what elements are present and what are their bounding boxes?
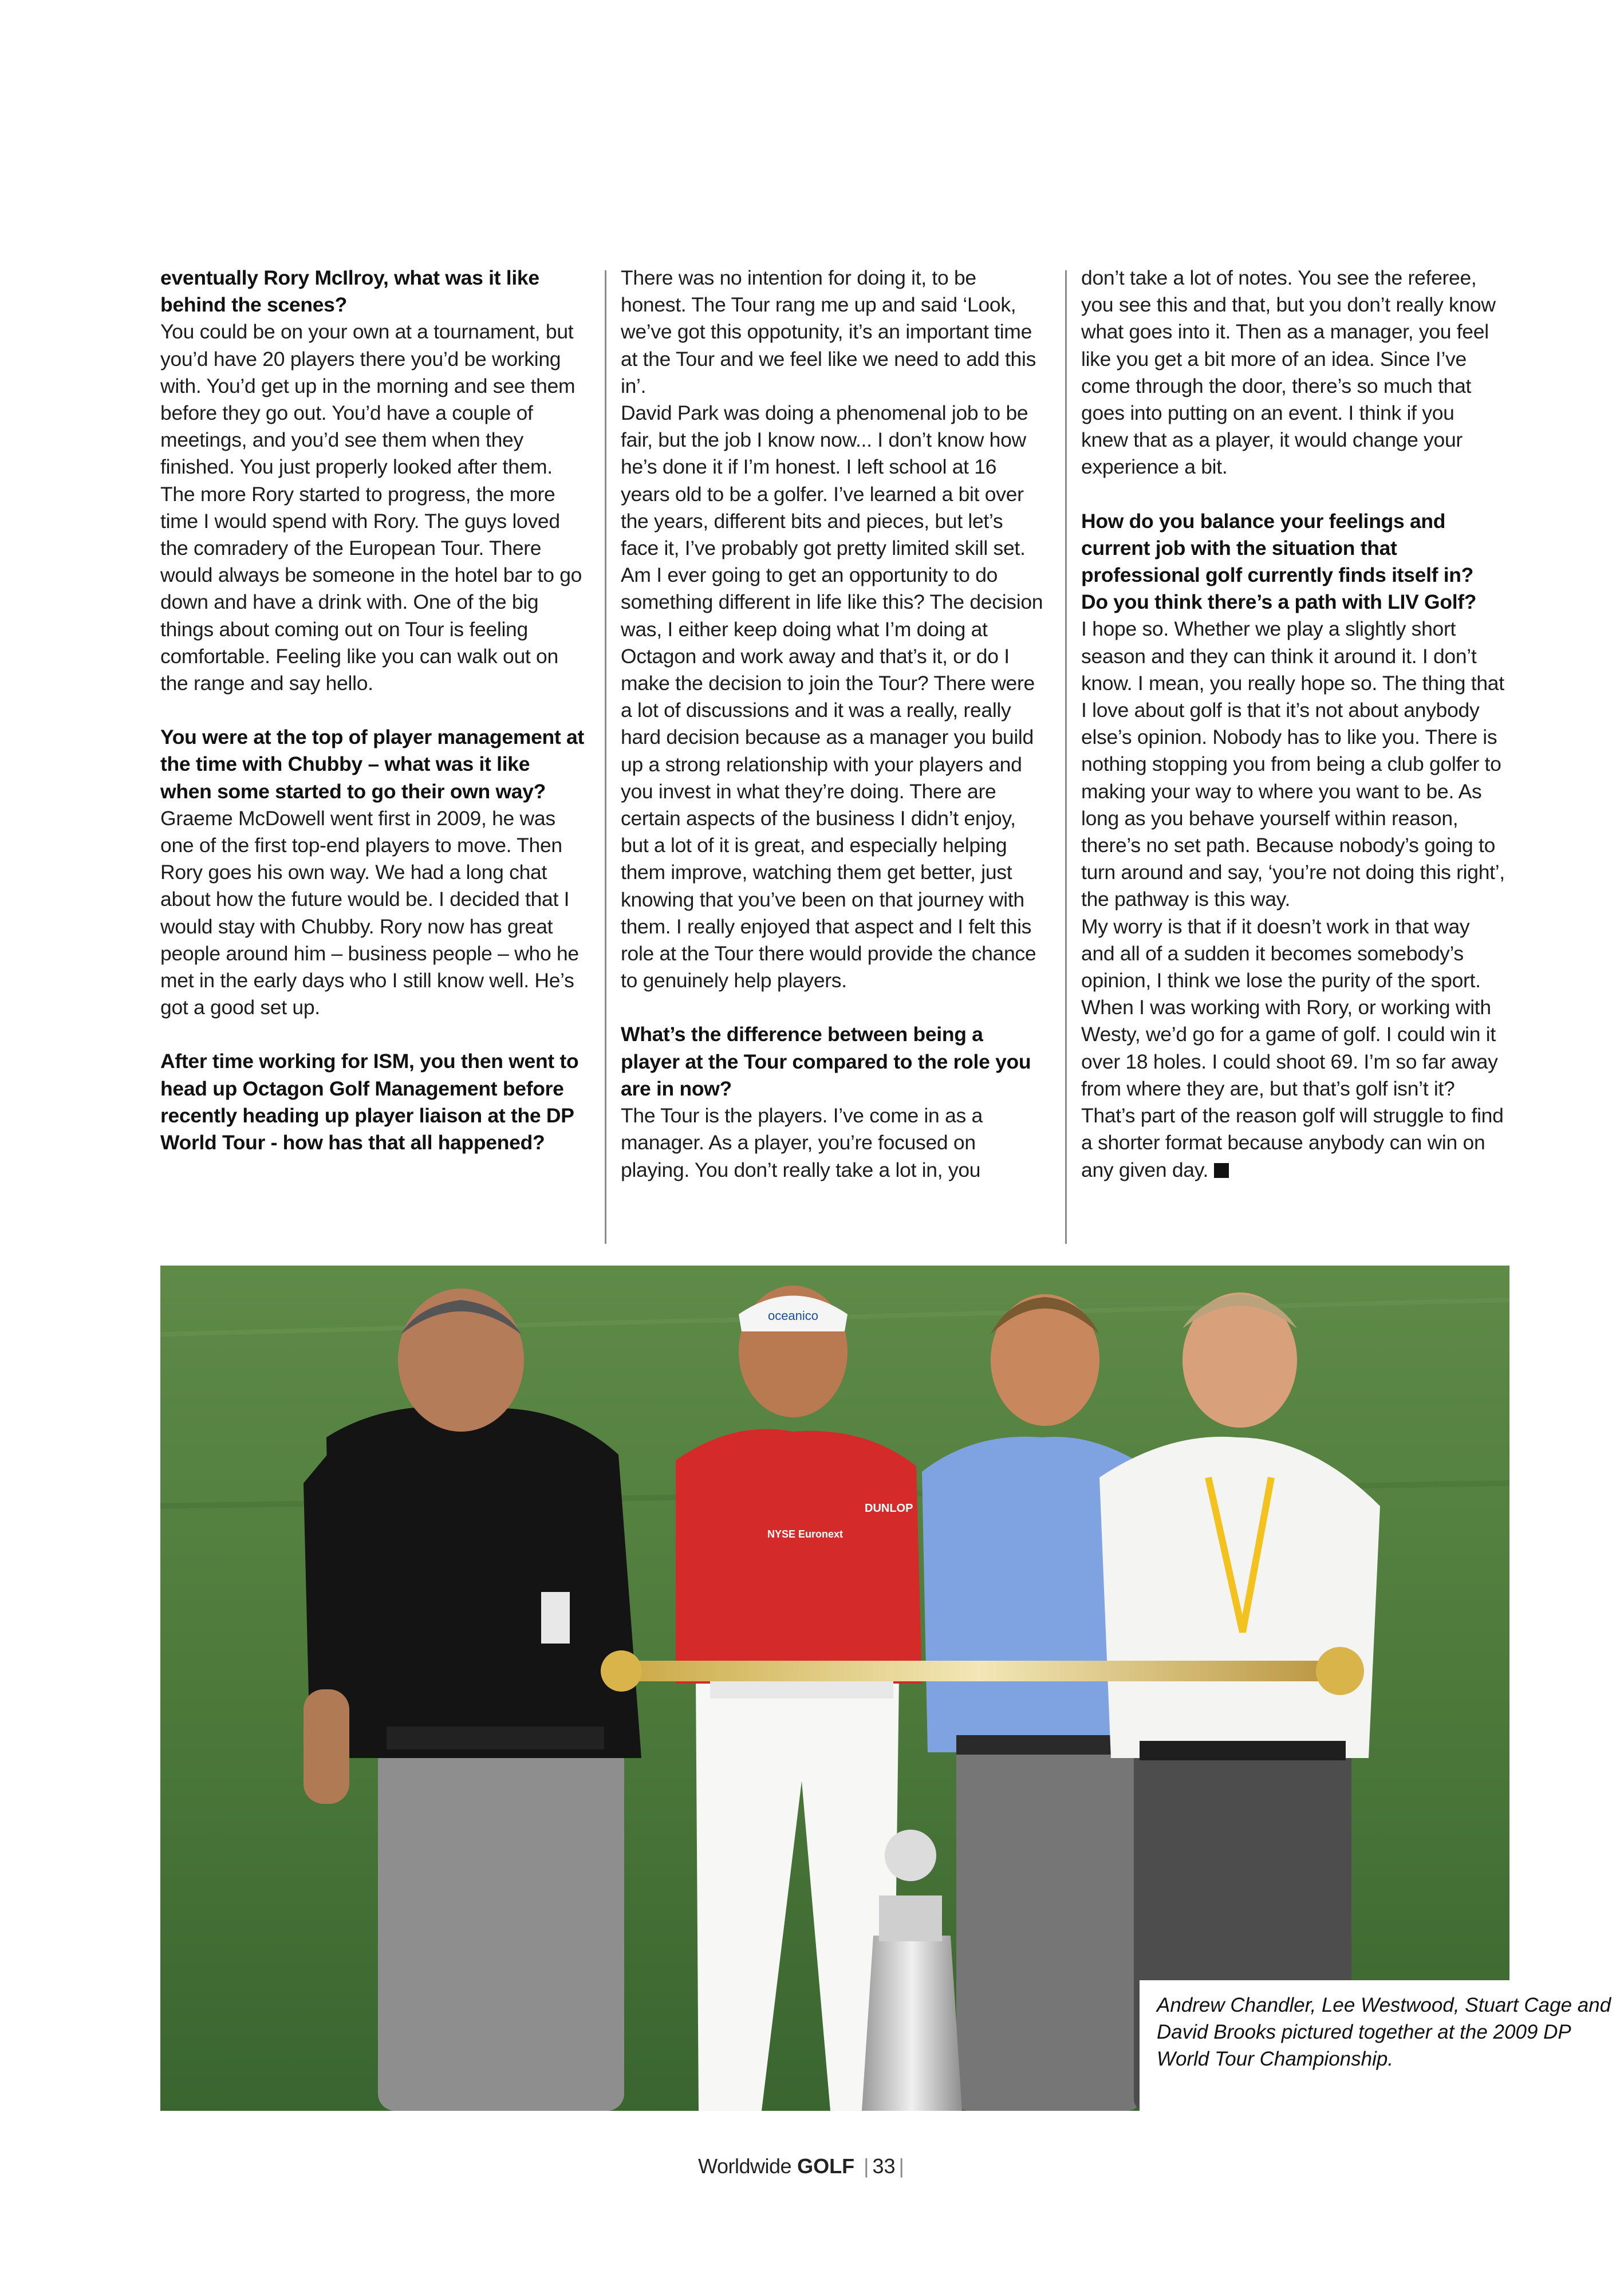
interview-question	[160, 1048, 584, 1156]
interview-answer	[160, 318, 584, 697]
paragraph-text: You could be on your own at a tournament, but you’d have 20 players there you’d be working with. You’d get up in the morning and see them before they go out. You’d have a couple of meetings, and you’d see them when they finished. You just properly looked after them. The more Rory started to progress, the more time I would spend with Rory. The guys loved the comradery of the European Tour. There would always be someone in the hotel bar to go down and have a drink with. One of the big things about coming out on Tour is feeling comfortable. Feeling like you can walk out on the range and say hello.	[160, 320, 582, 695]
paragraph-text: David Park was doing a phenomenal job to be fair, but the job I know now... I don’t know how he’s done it if I’m honest. I left school at 16 years old to be a golfer. I’ve learned a bit over the years, different bits and pieces, but let’s face it, I’ve probably got pretty limited skill set. Am I ever going to get an opportunity to do something different in life like this? The decision was, I either keep doing what I’m doing at Octagon and work away and that’s it, or do I make the decision to join the Tour? There were a lot of discussions and it was a really, really hard decision because as a manager you build up a strong relationship with your players and you invest in what they’re doing. There are certain aspects of the business I didn’t enjoy, but a lot of it is great, and especially helping them improve, watching them get better, just knowing that you’ve been on that journey with them. I really enjoyed that aspect and I felt this role at the Tour there would provide the chance to genuinely help players.	[621, 401, 1043, 992]
paragraph-text: eventually Rory McIlroy, what was it like behind the scenes?	[160, 266, 539, 317]
footer-separator: |	[864, 2154, 869, 2178]
interview-answer	[160, 805, 584, 1022]
sponsor-logo-label: NYSE Euronext	[767, 1528, 843, 1540]
mace-shaft	[607, 1661, 1351, 1681]
interview-answer	[621, 265, 1044, 400]
interview-answer	[621, 400, 1044, 994]
end-of-article-icon	[1214, 1163, 1229, 1178]
grey-trousers	[956, 1744, 1140, 2111]
paragraph-text: There was no intention for doing it, to be honest. The Tour rang me up and said ‘Look, we’ve got this oppotunity, it’s an important time at the Tour and we feel like we need to add this in’.	[621, 266, 1036, 397]
paragraph-text: How do you balance your feelings and current job with the situation that professional golf currently finds itself in? Do you think there’s a path with LIV Golf?	[1081, 509, 1477, 614]
interview-answer	[621, 1102, 1044, 1184]
interview-question	[1081, 508, 1505, 616]
page-footer	[0, 2154, 1606, 2178]
team-photo	[160, 1266, 1611, 2111]
interview-question	[621, 1021, 1044, 1102]
paragraph-gap	[1081, 481, 1505, 508]
trophy-body	[862, 1936, 962, 2111]
white-shirt	[1099, 1437, 1380, 1758]
page-number: 33	[872, 2154, 896, 2178]
paragraph-text: don’t take a lot of notes. You see the referee, you see this and that, but you don’t really know what goes into it. Then as a manager, you feel like you get a bit more of an idea. Since I’ve come through the door, there’s so much that goes into putting on an event. I think if you knew that as a player, it would change your experience a bit.	[1081, 266, 1496, 479]
paragraph-text: I hope so. Whether we play a slightly short season and they can think it around it. I don’t know. I mean, you really hope so. The thing that I love about golf is that it’s not about anybody else’s opinion. Nobody has to like you. There is nothing stopping you from being a club golfer to making your way to where you want to be. As long as you behave yourself within reason, there’s no set path. Because nobody’s going to turn around and say, ‘you’re not doing this right’, the pathway is this way.	[1081, 617, 1505, 911]
trophy-figure	[885, 1830, 936, 1881]
pass-badge	[541, 1592, 570, 1644]
cap-logo-label: oceanico	[767, 1309, 819, 1323]
belt	[387, 1727, 604, 1749]
paragraph-gap	[160, 697, 584, 724]
publication-prefix: Worldwide	[698, 2154, 792, 2178]
dunlop-logo-label: DUNLOP	[865, 1502, 913, 1515]
interview-answer	[1081, 265, 1505, 481]
trophy-top	[879, 1895, 942, 1941]
article-column-3	[1081, 265, 1505, 1184]
paragraph-gap	[621, 994, 1044, 1021]
column-divider	[1065, 270, 1067, 1244]
belt	[1140, 1741, 1346, 1760]
article-column-2	[621, 265, 1044, 1184]
footer-separator: |	[898, 2154, 904, 2178]
column-divider	[605, 270, 606, 1244]
paragraph-text: My worry is that if it doesn’t work in that way and all of a sudden it becomes somebody’s opinion, I think we lose the purity of the sport. When I was working with Rory, or working with Westy, we’d go for a game of golf. I could win it over 18 holes. I could shoot 69. I’m so far away from where they are, but that’s golf isn’t it? That’s part of the reason golf will struggle to find a shorter format because anybody can win on any given day.	[1081, 915, 1504, 1181]
article-body	[160, 265, 1517, 1250]
paragraph-text: The Tour is the players. I’ve come in as a manager. As a player, you’re focused on playing. You don’t really take a lot in, you	[621, 1104, 983, 1181]
photo-caption	[1140, 1980, 1624, 2111]
interview-answer	[1081, 616, 1505, 913]
arm	[303, 1689, 349, 1804]
mace-knob	[601, 1650, 642, 1692]
paragraph-text: After time working for ISM, you then went to head up Octagon Golf Management before recently heading up player liaison at the DP World Tour - how has that all happened?	[160, 1050, 579, 1154]
red-shirt	[676, 1429, 922, 1684]
interview-question	[160, 724, 584, 805]
publication-name: GOLF	[797, 2154, 855, 2178]
mace-head	[1316, 1647, 1364, 1695]
interview-question	[160, 265, 584, 318]
paragraph-gap	[160, 1021, 584, 1048]
black-shirt	[326, 1406, 641, 1758]
photo-caption-text: Andrew Chandler, Lee Westwood, Stuart Cage and David Brooks pictured together at the 2009 DP World Tour Championship.	[1157, 1994, 1611, 2070]
paragraph-text: You were at the top of player management at the time with Chubby – what was it like when some started to go their own way?	[160, 726, 584, 803]
interview-answer	[1081, 913, 1505, 1184]
paragraph-text: What’s the difference between being a player at the Tour compared to the role you are in now?	[621, 1023, 1031, 1100]
paragraph-text: Graeme McDowell went first in 2009, he was one of the first top-end players to move. Then Rory goes his own way. We had a long chat about how the future would be. I decided that I would stay with Chubby. Rory now has great people around him – business people – who he met in the early days who I still know well. He’s got a good set up.	[160, 806, 579, 1019]
article-column-1	[160, 265, 584, 1156]
grey-trousers	[378, 1744, 624, 2111]
